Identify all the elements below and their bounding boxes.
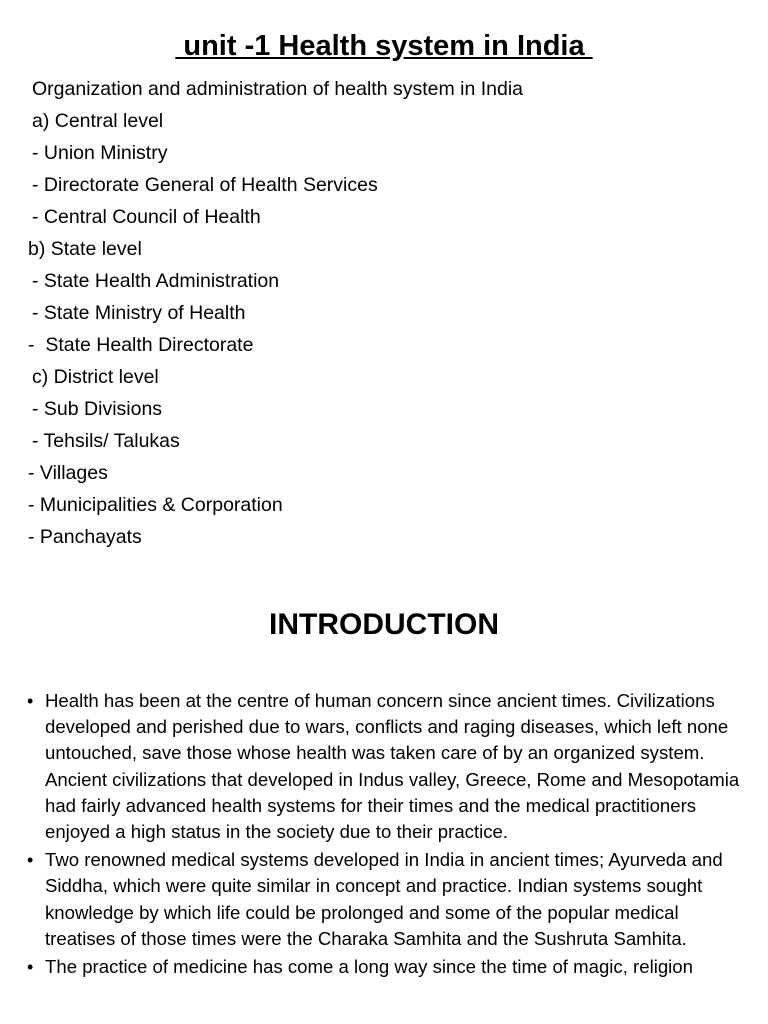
introduction-bullets bbox=[0, 688, 768, 982]
outline-item: - Villages bbox=[28, 462, 108, 484]
outline-item: - State Ministry of Health bbox=[32, 302, 246, 324]
outline-item: - Panchayats bbox=[28, 526, 142, 548]
outline-intro-line: Organization and administration of health system in India bbox=[32, 78, 524, 100]
bullet-paragraph bbox=[0, 847, 768, 952]
outline-item: - Central Council of Health bbox=[32, 206, 261, 228]
outline-item: - Union Ministry bbox=[32, 142, 168, 164]
bullet-icon: • bbox=[27, 691, 34, 711]
bullet-text: The practice of medicine has come a long way since the time of magic, religion bbox=[45, 956, 693, 978]
introduction-heading: INTRODUCTION bbox=[269, 608, 499, 641]
outline-item: - Tehsils/ Talukas bbox=[32, 430, 180, 452]
outline-district-level: c) District level bbox=[32, 366, 159, 388]
bullet-paragraph bbox=[0, 688, 768, 845]
bullet-icon: • bbox=[27, 957, 34, 978]
bullet-icon: • bbox=[27, 850, 34, 871]
outline-item: - Directorate General of Health Services bbox=[32, 174, 378, 196]
outline-item: - State Health Directorate bbox=[28, 334, 254, 356]
bullet-text: Health has been at the centre of human concern since ancient times. Civilizations developed and perished due to wars, conflicts and raging diseases, which left none untouched, save those whose health was taken care of by an organized system. Ancient civilizations that developed in Indus valley, Greece, Rome and Mesopotamia had fairly advanced health systems for their times and the medical practitioners enjoyed a high status in the society due to their practice. bbox=[45, 690, 740, 843]
bullet-paragraph bbox=[0, 954, 768, 980]
page-title: unit -1 Health system in India bbox=[175, 30, 593, 62]
outline-item: - State Health Administration bbox=[32, 270, 280, 292]
bullet-text: Two renowned medical systems developed in India in ancient times; Ayurveda and Siddha, which were quite similar in concept and practice. Indian systems sought knowledge by which life could be prolonged and some of the popular medical treatises of those times were the Charaka Samhita and the Sushruta Samhita. bbox=[45, 849, 723, 949]
outline-item: - Sub Divisions bbox=[32, 398, 163, 420]
outline-central-level: a) Central level bbox=[32, 110, 164, 132]
outline-item: - Municipalities & Corporation bbox=[28, 494, 283, 516]
outline-state-level: b) State level bbox=[28, 238, 142, 260]
